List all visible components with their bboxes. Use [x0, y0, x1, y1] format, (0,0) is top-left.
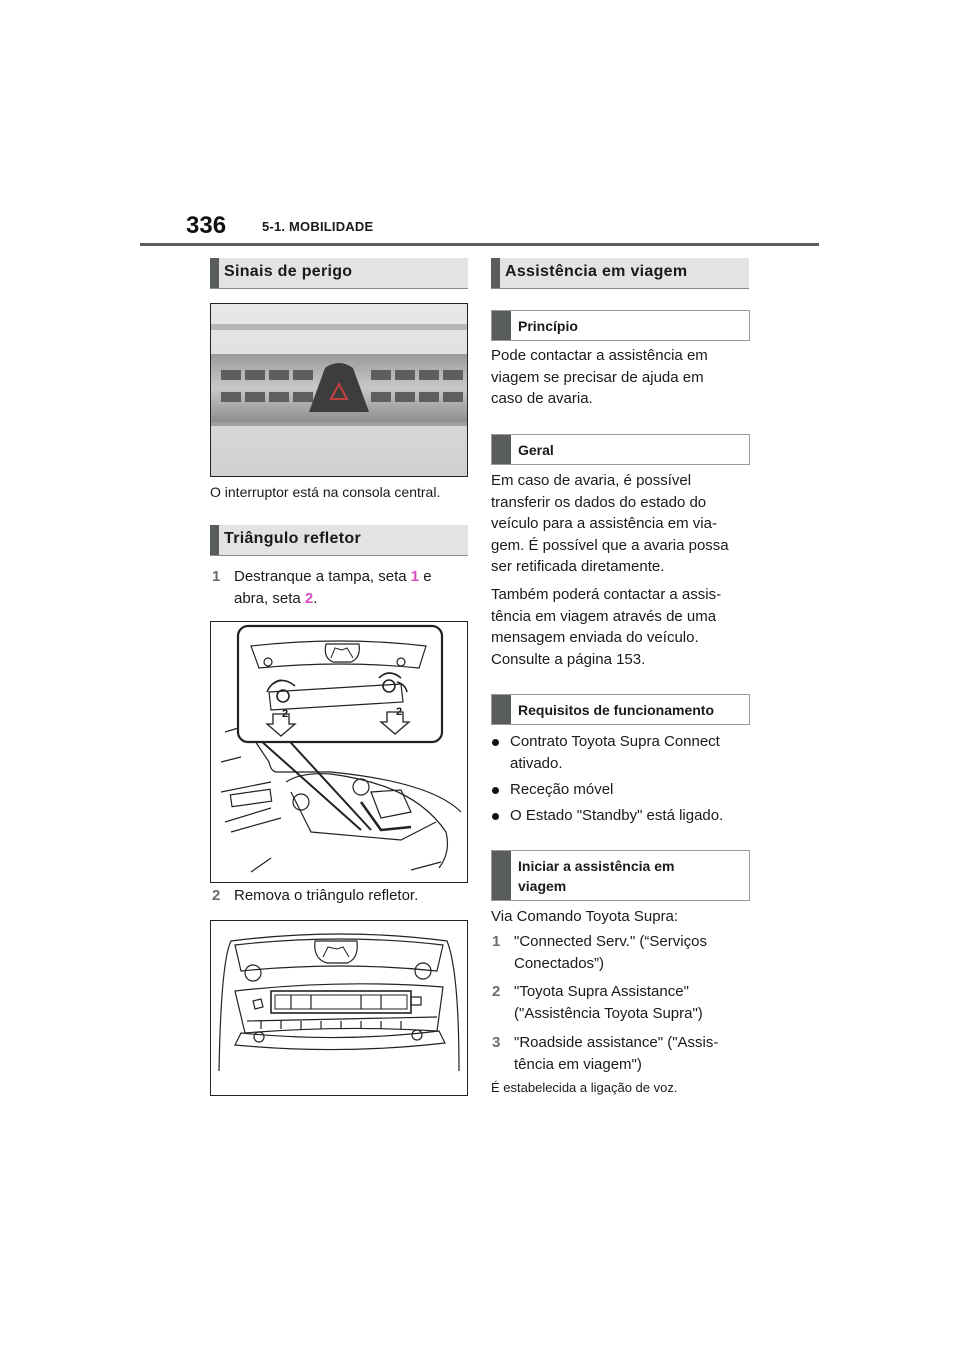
step-text: Destranque a tampa, seta 1 e abra, seta 2. [234, 568, 432, 607]
header-rule [140, 243, 819, 246]
bullet-dot [492, 739, 499, 746]
section-title: Triângulo refletor [224, 530, 361, 547]
step-text: "Connected Serv." (“Serviços Conectados”) [514, 933, 707, 972]
triangle-removal-illustration [211, 921, 467, 1095]
note-text: É estabelecida a ligação de voz. [491, 1080, 678, 1095]
bullet-dot [492, 813, 499, 820]
section-header-assistance [491, 258, 749, 289]
section-header-triangle [210, 525, 468, 556]
triangle-removal-figure [210, 920, 468, 1096]
bullet-item: Contrato Toyota Supra Connect ativado. [492, 731, 752, 775]
subsection-header-requisitos [491, 694, 750, 725]
hazard-switch-illustration [211, 304, 467, 476]
step-item [492, 981, 752, 1025]
subsection-header-bar [492, 435, 511, 464]
page-number: 336 [186, 212, 227, 239]
chapter-title: 5-1. MOBILIDADE [262, 219, 374, 234]
subsection-header-principio [491, 310, 750, 341]
step-text: "Toyota Supra Assistance" ("Assistência Toyota Supra") [514, 983, 703, 1022]
subsection-header-bar [492, 695, 511, 724]
bullet-item: O Estado "Standby" está ligado. [492, 805, 752, 827]
callout-label: 2 [396, 706, 403, 718]
section-title: Assistência em viagem [505, 263, 688, 280]
subsection-header-bar [492, 311, 511, 340]
figure-caption: O interruptor está na consola central. [210, 484, 441, 500]
section-header-hazard [210, 258, 468, 289]
step-number: 1 [492, 933, 501, 950]
subsection-title: Princípio [518, 318, 578, 334]
step-item [492, 1032, 752, 1076]
arrow-ref: 1 [410, 568, 420, 585]
bullet-item: Receção móvel [492, 779, 752, 801]
step-number: 2 [492, 983, 501, 1000]
step-text: Remova o triângulo refletor. [234, 887, 419, 904]
step-item [212, 566, 468, 610]
trunk-lid-illustration [211, 622, 467, 882]
callout-label: 2 [282, 708, 289, 720]
subsection-header-iniciar [491, 850, 750, 901]
step-item [212, 885, 468, 907]
section-title: Sinais de perigo [224, 263, 353, 280]
step-number: 2 [212, 887, 221, 904]
paragraph: Também poderá contactar a assis- tência em viagem através de uma mensagem enviada do veículo. Consulte a página 153. [491, 586, 722, 668]
paragraph: Pode contactar a assistência em viagem se precisar de ajuda em caso de avaria. [491, 347, 708, 407]
step-text: "Roadside assistance" ("Assis- tência em viagem") [514, 1034, 719, 1073]
step-item [492, 931, 752, 975]
step-number: 1 [212, 568, 221, 585]
subsection-header-geral [491, 434, 750, 465]
section-header-bar [491, 258, 500, 288]
subsection-header-bar [492, 851, 511, 900]
paragraph: Em caso de avaria, é possível transferir os dados do estado do veículo para a assistência em via- gem. É possível que a avaria possa ser retificada diretamente. [491, 472, 729, 575]
arrow-ref: 2 [304, 589, 314, 607]
subsection-title: Iniciar a assistência em viagem [518, 858, 675, 894]
hazard-switch-figure [210, 303, 468, 477]
step-number: 3 [492, 1034, 501, 1051]
paragraph: Via Comando Toyota Supra: [491, 908, 679, 925]
subsection-title: Requisitos de funcionamento [518, 702, 715, 718]
trunk-lid-figure [210, 621, 468, 883]
bullet-dot [492, 787, 499, 794]
section-header-bar [210, 525, 219, 555]
section-header-bar [210, 258, 219, 288]
subsection-title: Geral [518, 442, 554, 458]
